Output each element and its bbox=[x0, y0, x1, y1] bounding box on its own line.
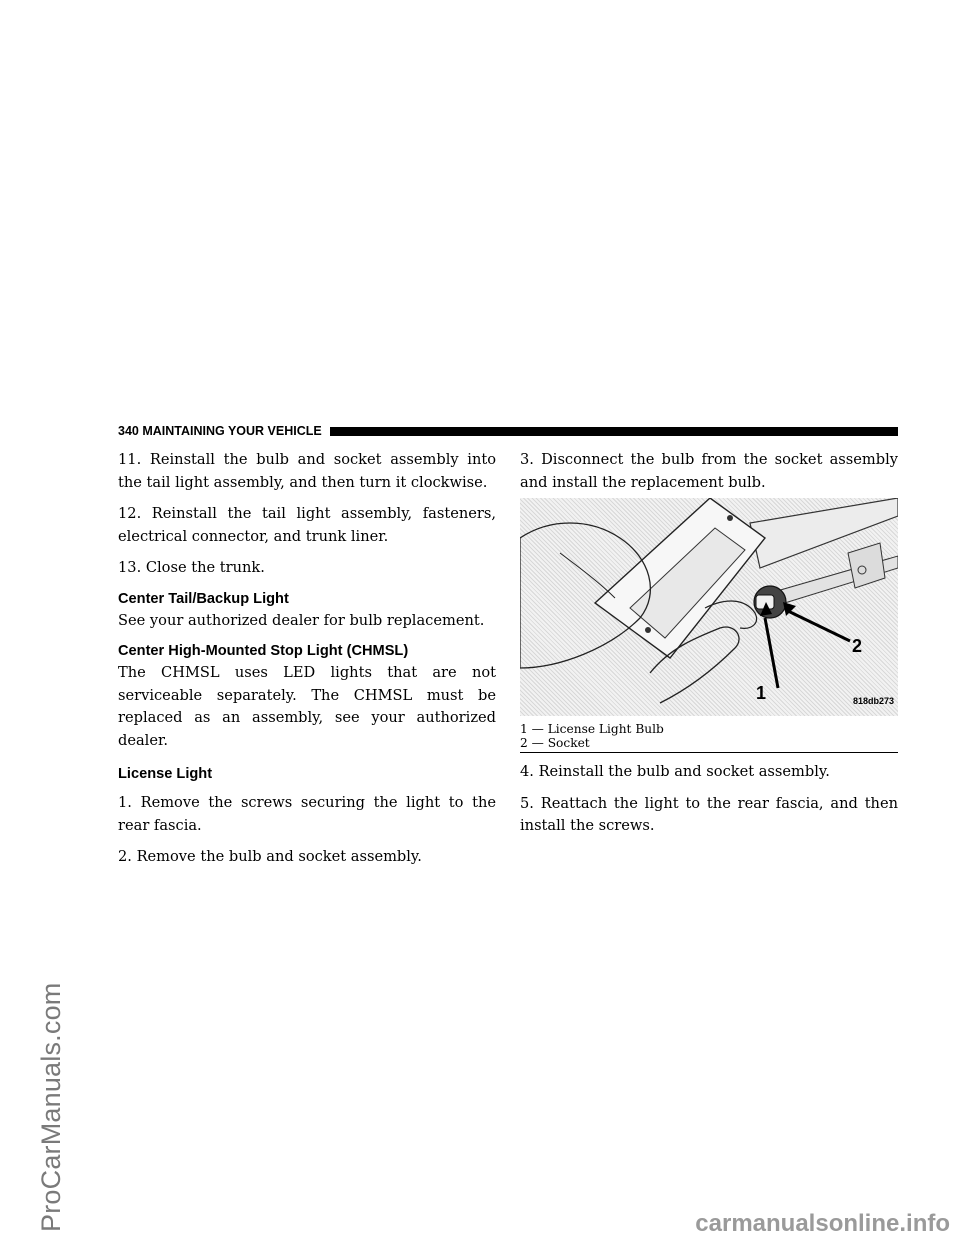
callout-1: 1 bbox=[756, 683, 767, 703]
step-13: 13. Close the trunk. bbox=[118, 559, 265, 576]
bottom-watermark: carmanualsonline.info bbox=[695, 1210, 950, 1237]
step-3: 3. Disconnect the bulb from the socket assembly and install the replacement bulb. bbox=[520, 451, 898, 491]
left-column bbox=[118, 449, 496, 878]
page-header bbox=[118, 423, 898, 439]
heading-center-tail: Center Tail/Backup Light bbox=[118, 590, 289, 607]
figure-code: 818db273 bbox=[852, 695, 894, 706]
heading-chmsl: Center High-Mounted Stop Light (CHMSL) bbox=[118, 643, 409, 659]
license-light-illustration bbox=[520, 498, 898, 716]
step-5: 5. Reattach the light to the rear fascia, and then install the screws. bbox=[520, 794, 898, 834]
license-light-figure bbox=[520, 498, 898, 716]
caption-rule bbox=[520, 752, 898, 753]
figure-caption bbox=[520, 722, 898, 750]
step-12: 12. Reinstall the tail light assembly, fasteners, electrical connector, and trunk liner. bbox=[118, 505, 496, 545]
caption-item-2: 2 — Socket bbox=[520, 736, 590, 750]
callout-2: 2 bbox=[852, 636, 863, 656]
step-2: 2. Remove the bulb and socket assembly. bbox=[118, 848, 422, 865]
chmsl-text: The CHMSL uses LED lights that are not serviceable separately. The CHMSL must be replaced as an assembly, see your authorized dealer. bbox=[118, 664, 496, 749]
right-column bbox=[520, 449, 898, 847]
step-1: 1. Remove the screws securing the light to the rear fascia. bbox=[118, 794, 496, 834]
page-number-title: 340 MAINTAINING YOUR VEHICLE bbox=[118, 424, 322, 438]
center-tail-text: See your authorized dealer for bulb replacement. bbox=[118, 611, 485, 629]
side-watermark: ProCarManuals.com bbox=[36, 982, 66, 1232]
header-rule bbox=[330, 427, 898, 436]
heading-license-light: License Light bbox=[118, 766, 213, 782]
step-11: 11. Reinstall the bulb and socket assembly into the tail light assembly, and then turn it clockwise. bbox=[118, 451, 496, 491]
step-4: 4. Reinstall the bulb and socket assembly. bbox=[520, 763, 830, 780]
caption-item-1: 1 — License Light Bulb bbox=[520, 722, 664, 736]
